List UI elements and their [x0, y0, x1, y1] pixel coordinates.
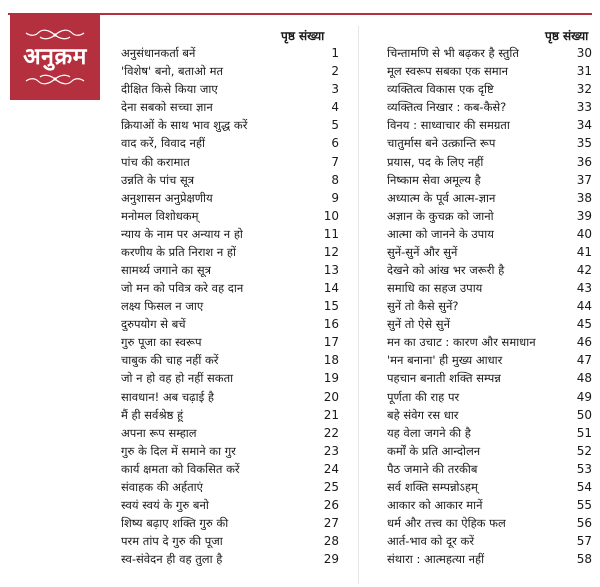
toc-entry-title: स्वयं स्वयं के गुरु बनो: [121, 497, 209, 512]
toc-entry-title: करणीय के प्रति निराश न हों: [121, 244, 237, 259]
toc-entry-title: चाबुक की चाह नहीं करें: [121, 353, 219, 368]
toc-entry-title: बहे संवेग रस धार: [387, 407, 459, 422]
right-toc-entry: [387, 134, 592, 152]
toc-entry-title: परम तांप दे गुरु की पूजा: [121, 534, 223, 549]
toc-entry-page-number: 15: [323, 299, 339, 314]
title-block: [10, 14, 100, 100]
toc-entry-title: विनय : साध्वाचार की समग्रता: [387, 118, 510, 133]
toc-entry-title: मूल स्वरूप सबका एक समान: [387, 64, 508, 79]
right-toc-entry: [387, 279, 592, 297]
column-divider: [358, 26, 359, 584]
toc-entry-title: अनुसंधानकर्ता बनें: [121, 46, 196, 61]
toc-entry-page-number: 47: [576, 353, 592, 368]
toc-entry-title: मनोमल विशोधकम्: [121, 208, 199, 223]
left-toc-entry: [121, 243, 339, 261]
toc-entry-page-number: 56: [576, 516, 592, 531]
toc-entry-page-number: 53: [576, 461, 592, 476]
toc-entry-title: 'मन बनाना' ही मुख्य आधार: [387, 353, 503, 368]
toc-entry-title: सर्व शक्ति सम्पन्नोऽहम्: [387, 479, 478, 494]
toc-entry-page-number: 16: [323, 317, 339, 332]
toc-entry-title: अज्ञान के कुचक्र को जानो: [387, 208, 494, 223]
right-toc-entry: [387, 478, 592, 496]
toc-entry-page-number: 30: [576, 46, 592, 61]
right-toc-entry: [387, 152, 592, 170]
toc-entry-page-number: 40: [576, 226, 592, 241]
right-toc-entry: [387, 207, 592, 225]
left-toc-entry: [121, 297, 339, 315]
right-toc-entry: [387, 116, 592, 134]
right-toc-entry: [387, 460, 592, 478]
toc-entry-page-number: 44: [576, 299, 592, 314]
toc-entry-title: संथारा : आत्महत्या नहीं: [387, 552, 485, 567]
left-toc-entry: [121, 207, 339, 225]
left-toc-entry: [121, 532, 339, 550]
toc-entry-title: वाद करें, विवाद नहीं: [121, 136, 205, 151]
right-toc-entry: [387, 315, 592, 333]
left-toc-entry: [121, 478, 339, 496]
toc-entry-title: सुनें तो ऐसे सुनें: [387, 317, 450, 332]
toc-entry-page-number: 32: [576, 82, 592, 97]
toc-entry-title: व्यक्तित्व निखार : कब-कैसे?: [387, 100, 507, 115]
toc-entry-page-number: 17: [323, 335, 339, 350]
left-toc-entry: [121, 333, 339, 351]
toc-entry-page-number: 33: [576, 100, 592, 115]
toc-entry-page-number: 51: [576, 425, 592, 440]
right-toc-entry: [387, 261, 592, 279]
ornament-bottom-icon: [20, 73, 90, 85]
toc-entry-page-number: 2: [331, 64, 339, 79]
left-toc-entry: [121, 98, 339, 116]
right-page-header: पृष्ठ संख्या: [545, 29, 589, 43]
toc-entry-page-number: 25: [323, 479, 339, 494]
right-toc-entry: [387, 243, 592, 261]
toc-entry-title: यह वेला जगने की है: [387, 425, 471, 440]
toc-entry-page-number: 36: [576, 154, 592, 169]
toc-entry-page-number: 43: [576, 281, 592, 296]
toc-entry-page-number: 34: [576, 118, 592, 133]
toc-entry-page-number: 27: [323, 516, 339, 531]
left-toc-entry: [121, 351, 339, 369]
toc-entry-page-number: 38: [576, 190, 592, 205]
toc-entry-title: अपना रूप सम्हाल: [121, 425, 197, 440]
toc-entry-title: 'विशेष' बनो, बताओ मत: [121, 64, 224, 79]
toc-entry-page-number: 58: [576, 552, 592, 567]
toc-entry-title: कर्मों के प्रति आन्दोलन: [387, 443, 481, 458]
right-toc-entry: [387, 424, 592, 442]
toc-entry-title: न्याय के नाम पर अन्याय न हो: [121, 226, 243, 241]
toc-entry-page-number: 23: [323, 443, 339, 458]
toc-entry-title: चिन्तामणि से भी बढ़कर है स्तुति: [387, 46, 519, 61]
right-toc-entry: [387, 62, 592, 80]
left-toc-entry: [121, 279, 339, 297]
toc-entry-title: स्व-संवेदन ही वह तुला है: [121, 552, 223, 567]
left-toc-entry: [121, 550, 339, 568]
right-toc-entry: [387, 369, 592, 387]
left-toc-entry: [121, 225, 339, 243]
toc-entry-title: सुनें तो कैसे सुनें?: [387, 299, 459, 314]
toc-entry-title: व्यक्तित्व विकास एक दृष्टि: [387, 82, 494, 97]
toc-entry-title: अनुशासन अनुप्रेक्षणीय: [121, 190, 213, 205]
toc-entry-title: लक्ष्य फिसल न जाए: [121, 299, 204, 314]
toc-entry-page-number: 52: [576, 443, 592, 458]
toc-entry-page-number: 49: [576, 389, 592, 404]
toc-entry-page-number: 22: [323, 425, 339, 440]
toc-entry-page-number: 35: [576, 136, 592, 151]
right-toc-entry: [387, 387, 592, 405]
toc-entry-page-number: 48: [576, 371, 592, 386]
left-toc-entry: [121, 424, 339, 442]
toc-entry-page-number: 19: [323, 371, 339, 386]
toc-entry-title: पहचान बनाती शक्ति सम्पन्न: [387, 371, 501, 386]
right-toc-entry: [387, 80, 592, 98]
toc-entry-title: आकार को आकार मानें: [387, 497, 483, 512]
toc-entry-page-number: 24: [323, 461, 339, 476]
toc-entry-page-number: 39: [576, 208, 592, 223]
toc-entry-title: जो न हो वह हो नहीं सकता: [121, 371, 234, 386]
left-toc-entry: [121, 315, 339, 333]
toc-entry-page-number: 7: [331, 154, 339, 169]
toc-entry-title: कार्य क्षमता को विकसित करें: [121, 461, 240, 476]
page-title: अनुक्रम: [23, 44, 87, 70]
left-toc-column: [121, 44, 339, 568]
toc-entry-title: संवाहक की अर्हताएं: [121, 479, 203, 494]
toc-entry-page-number: 10: [323, 208, 339, 223]
toc-entry-page-number: 50: [576, 407, 592, 422]
left-toc-entry: [121, 80, 339, 98]
toc-entry-title: चातुर्मास बने उत्क्रान्ति रूप: [387, 136, 496, 151]
toc-entry-page-number: 13: [323, 262, 339, 277]
toc-entry-title: आत्मा को जानने के उपाय: [387, 226, 494, 241]
toc-entry-page-number: 42: [576, 262, 592, 277]
toc-entry-title: निष्काम सेवा अमूल्य है: [387, 172, 481, 187]
left-toc-entry: [121, 387, 339, 405]
right-toc-entry: [387, 98, 592, 116]
right-toc-entry: [387, 351, 592, 369]
toc-entry-page-number: 41: [576, 244, 592, 259]
left-toc-entry: [121, 406, 339, 424]
left-toc-entry: [121, 496, 339, 514]
left-toc-entry: [121, 460, 339, 478]
toc-entry-title: सावधान! अब चढ़ाई है: [121, 389, 215, 404]
toc-entry-title: जो मन को पवित्र करे वह दान: [121, 281, 244, 296]
toc-entry-title: पांच की करामात: [121, 154, 190, 169]
right-toc-entry: [387, 442, 592, 460]
toc-entry-title: गुरु पूजा का स्वरूप: [121, 335, 202, 350]
left-toc-entry: [121, 152, 339, 170]
left-toc-entry: [121, 62, 339, 80]
right-toc-entry: [387, 171, 592, 189]
right-toc-entry: [387, 297, 592, 315]
toc-entry-page-number: 28: [323, 534, 339, 549]
toc-entry-page-number: 45: [576, 317, 592, 332]
toc-entry-page-number: 11: [323, 226, 339, 241]
right-toc-entry: [387, 514, 592, 532]
toc-entry-title: समाधि का सहज उपाय: [387, 281, 483, 296]
left-toc-entry: [121, 189, 339, 207]
toc-entry-page-number: 21: [323, 407, 339, 422]
toc-entry-page-number: 54: [576, 479, 592, 494]
toc-entry-page-number: 4: [331, 100, 339, 115]
left-toc-entry: [121, 134, 339, 152]
right-toc-entry: [387, 44, 592, 62]
toc-entry-title: पूर्णता की राह पर: [387, 389, 460, 404]
right-toc-entry: [387, 496, 592, 514]
left-toc-entry: [121, 116, 339, 134]
left-toc-entry: [121, 442, 339, 460]
toc-entry-page-number: 6: [331, 136, 339, 151]
toc-entry-title: अध्यात्म के पूर्व आत्म-ज्ञान: [387, 190, 496, 205]
toc-entry-title: मैं ही सर्वश्रेष्ठ हूं: [121, 407, 184, 422]
toc-entry-title: शिष्य बढ़ाए शक्ति गुरु की: [121, 516, 229, 531]
left-toc-entry: [121, 514, 339, 532]
toc-entry-page-number: 29: [323, 552, 339, 567]
right-toc-entry: [387, 406, 592, 424]
toc-entry-page-number: 9: [331, 190, 339, 205]
right-toc-entry: [387, 225, 592, 243]
toc-entry-page-number: 57: [576, 534, 592, 549]
toc-entry-title: गुरु के दिल में समाने का गुर: [121, 443, 236, 458]
right-toc-entry: [387, 532, 592, 550]
toc-entry-title: दीक्षित किसे किया जाए: [121, 82, 218, 97]
ornament-top-icon: [20, 29, 90, 41]
right-toc-column: [387, 44, 592, 568]
toc-entry-page-number: 20: [323, 389, 339, 404]
toc-entry-page-number: 5: [331, 118, 339, 133]
left-toc-entry: [121, 369, 339, 387]
toc-entry-title: आर्त-भाव को दूर करें: [387, 534, 475, 549]
toc-entry-title: सामर्थ्य जगाने का सूत्र: [121, 262, 212, 277]
toc-entry-page-number: 8: [331, 172, 339, 187]
toc-entry-title: दुरुपयोग से बचें: [121, 317, 186, 332]
toc-entry-title: सुनें-सुनें और सुनें: [387, 244, 458, 259]
right-toc-entry: [387, 550, 592, 568]
toc-entry-page-number: 12: [323, 244, 339, 259]
left-page-header: पृष्ठ संख्या: [281, 29, 325, 43]
toc-entry-page-number: 3: [331, 82, 339, 97]
toc-entry-page-number: 1: [331, 46, 339, 61]
left-toc-entry: [121, 44, 339, 62]
toc-entry-page-number: 31: [576, 64, 592, 79]
right-toc-entry: [387, 333, 592, 351]
toc-entry-page-number: 55: [576, 497, 592, 512]
toc-entry-page-number: 14: [323, 281, 339, 296]
left-toc-entry: [121, 261, 339, 279]
left-toc-entry: [121, 171, 339, 189]
toc-entry-title: मन का उचाट : कारण और समाधान: [387, 335, 536, 350]
toc-entry-title: क्रियाओं के साथ भाव शुद्ध करें: [121, 118, 248, 133]
toc-entry-title: पैठ जमाने की तरकीब: [387, 461, 478, 476]
toc-entry-page-number: 37: [576, 172, 592, 187]
toc-entry-title: उन्नति के पांच सूत्र: [121, 172, 195, 187]
toc-entry-title: प्रयास, पद के लिए नहीं: [387, 154, 484, 169]
toc-entry-title: धर्म और तत्त्व का ऐहिक फल: [387, 516, 506, 531]
right-toc-entry: [387, 189, 592, 207]
toc-entry-page-number: 18: [323, 353, 339, 368]
toc-entry-page-number: 46: [576, 335, 592, 350]
toc-entry-page-number: 26: [323, 497, 339, 512]
toc-entry-title: देखने को आंख भर जरूरी है: [387, 262, 505, 277]
toc-entry-title: देना सबको सच्चा ज्ञान: [121, 100, 213, 115]
